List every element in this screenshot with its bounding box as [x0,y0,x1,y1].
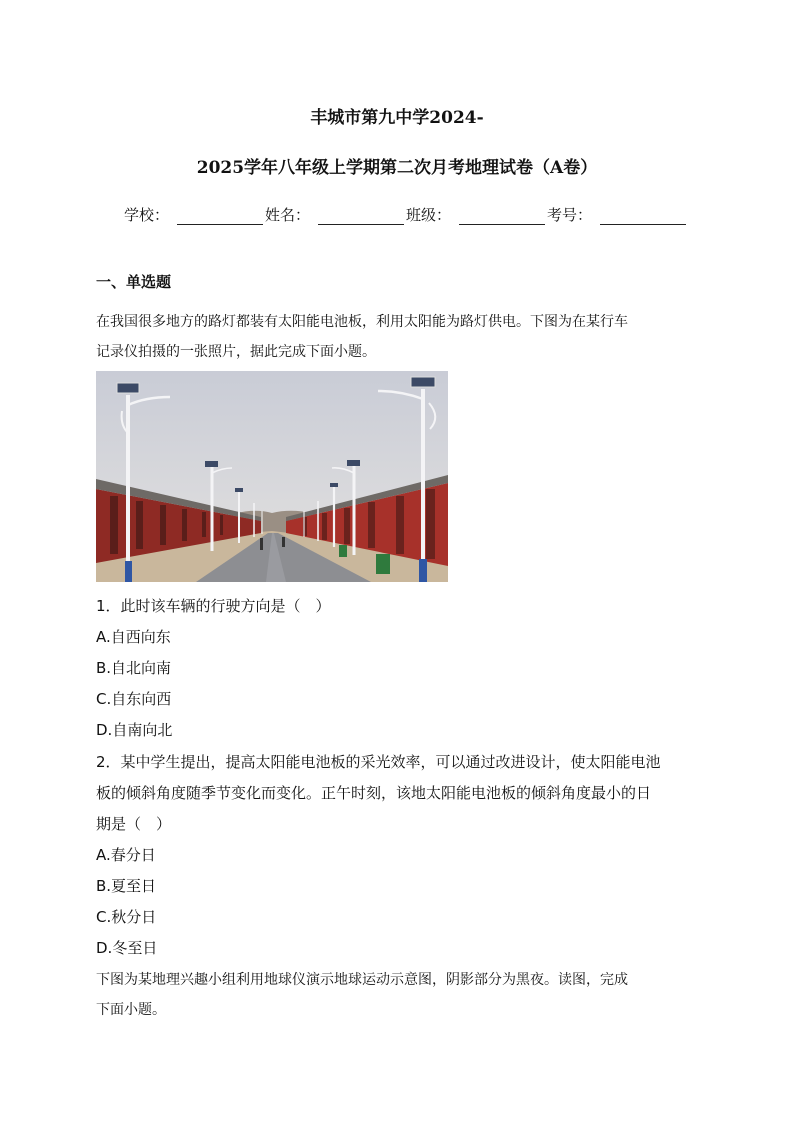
question-2-stem-line3: 期是（ ） [96,815,172,833]
street-light-photo [96,371,448,582]
question-2-option-b[interactable]: B.夏至日 [96,877,157,895]
student-info-row [124,204,688,225]
passage-2 [96,965,700,1025]
question-2-option-a[interactable]: A.春分日 [96,846,156,864]
passage-2-line2: 下面小题。 [96,1002,166,1018]
question-2-stem-line1: 2．某中学生提出，提高太阳能电池板的采光效率，可以通过改进设计，使太阳能电池 [96,753,661,771]
question-1-option-b[interactable]: B.自北向南 [96,659,172,677]
question-1-option-c[interactable]: C.自东向西 [96,690,172,708]
exam-number-blank[interactable] [600,208,686,225]
section-title: 一、单选题 [96,273,172,291]
question-1-option-d[interactable]: D.自南向北 [96,721,173,739]
passage-1-line2: 记录仪拍摄的一张照片，据此完成下面小题。 [96,344,376,360]
name-blank[interactable] [318,208,404,225]
class-blank[interactable] [459,208,545,225]
question-2-stem-line2: 板的倾斜角度随季节变化而变化。正午时刻，该地太阳能电池板的倾斜角度最小的日 [96,784,652,802]
school-blank[interactable] [177,208,263,225]
passage-1 [96,307,700,367]
question-2-option-d[interactable]: D.冬至日 [96,939,158,957]
name-label: 姓名： [265,206,311,224]
school-label: 学校： [124,206,170,224]
class-label: 班级： [406,206,452,224]
question-2-option-c[interactable]: C.秋分日 [96,908,157,926]
question-1-stem: 1．此时该车辆的行驶方向是（ ） [96,597,331,615]
question-1-option-a[interactable]: A.自西向东 [96,628,171,646]
exam-title-line2: 2025学年八年级上学期第二次月考地理试卷（A卷） [196,158,598,178]
exam-number-label: 考号： [547,206,593,224]
exam-title-line1: 丰城市第九中学2024- [310,108,484,128]
question-1 [96,591,700,746]
passage-1-line1: 在我国很多地方的路灯都装有太阳能电池板，利用太阳能为路灯供电。下图为在某行车 [96,314,628,330]
question-2 [96,747,700,964]
passage-2-line1: 下图为某地理兴趣小组利用地球仪演示地球运动示意图，阴影部分为黑夜。读图，完成 [96,972,628,988]
